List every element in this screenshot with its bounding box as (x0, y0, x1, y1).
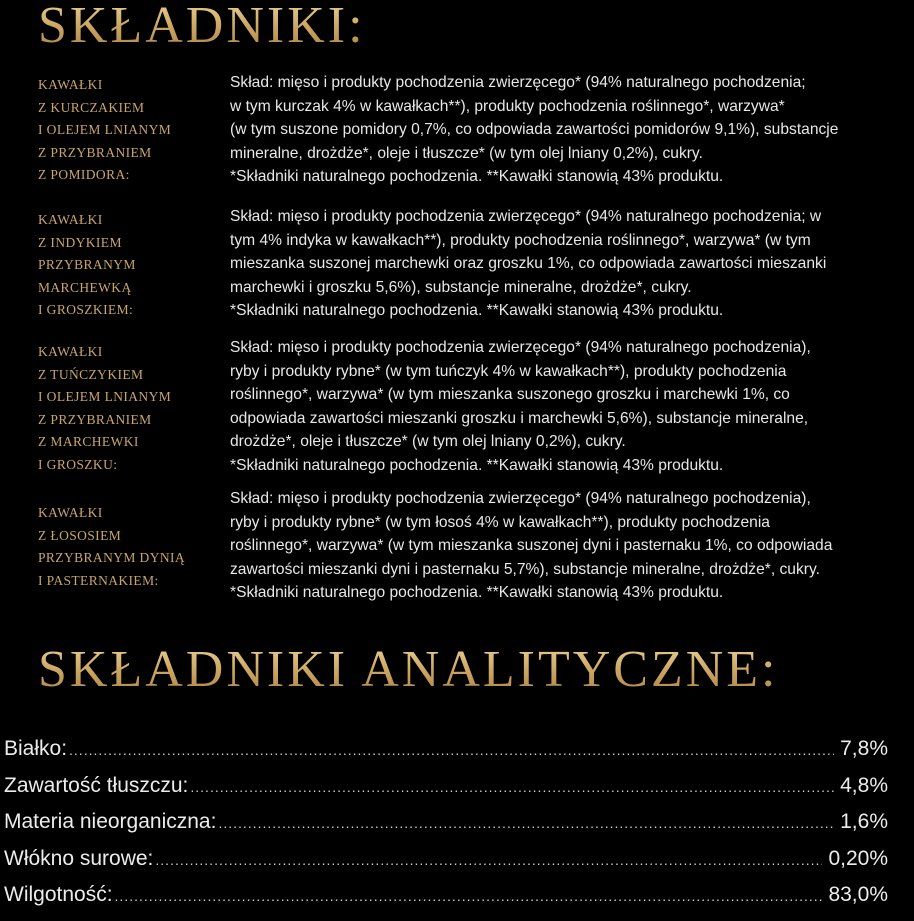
variant-label-line: I OLEJEM LNIANYM (38, 389, 172, 405)
composition-line: Skład: mięso i produkty pochodzenia zwierzęcego* (94% naturalnego pochodzenia; w (230, 208, 822, 225)
variant-label-line: KAWAŁKI (38, 212, 103, 227)
composition-line: mieszanka suszonej marchewki oraz groszku 1%, co odpowiada zawartości mieszanki (230, 255, 827, 273)
composition-line: zawartości mieszanki dyni i pasternaku 5,7%), substancje mineralne, drożdże*, cukry. (230, 560, 820, 578)
variant-label-line: Z PRZYBRANIEM (38, 411, 152, 427)
analytic-name: Wilgotność: (4, 883, 113, 907)
variant-composition-salmon (230, 487, 914, 605)
composition-line: odpowiada zawartości mieszanki groszku i marchewki 5,6%), substancje mineralne, (230, 409, 809, 427)
composition-line: Skład: mięso i produkty pochodzenia zwierzęcego* (94% naturalnego pochodzenia), (230, 490, 811, 507)
analytic-name: Zawartość tłuszczu: (4, 773, 189, 797)
composition-line: drożdże*, oleje i tłuszcze* (w tym olej lniany 0,2%), cukry. (230, 433, 626, 451)
composition-line: (w tym suszone pomidory 0,7%, co odpowiada zawartości pomidorów 9,1%), substancje (230, 121, 839, 139)
analytic-value: 0,20% (828, 846, 888, 870)
variant-label-line: Z POMIDORA: (38, 167, 130, 183)
variant-label-line: I GROSZKU: (38, 456, 118, 472)
composition-line: marchewki i groszku 5,6%), substancje mineralne, drożdże*, cukry. (230, 278, 692, 296)
composition-line: *Składniki naturalnego pochodzenia. **Kawałki stanowią 43% produktu. (230, 456, 724, 474)
composition-line: ryby i produkty rybne* (w tym łosoś 4% w kawałkach**), produkty pochodzenia (230, 513, 770, 531)
variant-label-line: KAWAŁKI (38, 505, 103, 520)
variant-label-line: Z ŁOSOSIEM (38, 527, 122, 543)
composition-line: *Składniki naturalnego pochodzenia. **Kawałki stanowią 43% produktu. (230, 168, 724, 186)
variant-label-line: I GROSZKIEM: (38, 302, 134, 318)
variant-label-line: I OLEJEM LNIANYM (38, 122, 172, 138)
variant-label-salmon (38, 502, 185, 592)
analytic-value: 4,8% (840, 773, 888, 797)
composition-line: roślinnego*, warzywa* (w tym mieszanka suszonej dyni i pasternaku 1%, co odpowiada (230, 537, 833, 555)
variant-label-line: PRZYBRANYM (38, 257, 136, 273)
variant-label-line: Z KURCZAKIEM (38, 99, 145, 115)
dot-leader (155, 852, 822, 868)
analytic-row-ash (4, 810, 888, 847)
variant-label-line: KAWAŁKI (38, 77, 103, 92)
variant-label-line: I PASTERNAKIEM: (38, 572, 159, 588)
variant-label-line: PRZYBRANYM DYNIĄ (38, 550, 186, 566)
variant-label-line: Z PRZYBRANIEM (38, 144, 152, 160)
composition-line: tym 4% indyka w kawałkach**), produkty pochodzenia roślinnego*, warzywa* (w tym (230, 231, 811, 249)
composition-line: w tym kurczak 4% w kawałkach**), produkty pochodzenia roślinnego*, warzywa* (230, 97, 785, 115)
analytic-value: 7,8% (840, 737, 888, 760)
analytic-row-protein (4, 737, 888, 774)
variant-composition-turkey (230, 205, 914, 323)
analytic-name: Materia nieorganiczna: (4, 810, 217, 834)
variant-label-line: Z INDYKIEM (38, 234, 122, 250)
ingredients-title: SKŁADNIKI: (38, 0, 366, 55)
composition-line: *Składniki naturalnego pochodzenia. **Kawałki stanowią 43% produktu. (230, 584, 724, 602)
analytic-title: SKŁADNIKI ANALITYCZNE: (38, 641, 779, 698)
analytic-list (4, 737, 888, 920)
composition-line: roślinnego*, warzywa* (w tym mieszanka suszonego groszku i marchewki 1%, co (230, 386, 790, 404)
variant-label-line: Z TUŃCZYKIEM (38, 366, 144, 382)
variant-label-line: MARCHEWKĄ (38, 279, 132, 295)
analytic-row-fat (4, 774, 888, 811)
composition-line: Skład: mięso i produkty pochodzenia zwierzęcego* (94% naturalnego pochodzenia), (230, 339, 811, 356)
dot-leader (190, 779, 834, 795)
composition-line: ryby i produkty rybne* (w tym tuńczyk 4% w kawałkach**), produkty pochodzenia (230, 362, 787, 380)
analytic-row-moisture (4, 883, 888, 920)
dot-leader (115, 888, 823, 904)
dot-leader (69, 742, 834, 758)
analytic-value: 1,6% (840, 810, 888, 834)
variant-label-chicken (38, 74, 171, 187)
analytic-value: 83,0% (828, 883, 888, 907)
variant-composition-chicken (230, 71, 914, 189)
variant-composition-tuna (230, 336, 914, 478)
composition-line: mineralne, drożdże*, oleje i tłuszcze* (w tym olej lniany 0,2%), cukry. (230, 144, 703, 162)
analytic-name: Włókno surowe: (4, 846, 154, 870)
variant-label-tuna (38, 341, 171, 477)
composition-line: Skład: mięso i produkty pochodzenia zwierzęcego* (94% naturalnego pochodzenia; (230, 74, 806, 91)
analytic-row-fibre (4, 847, 888, 884)
variant-label-turkey (38, 209, 136, 322)
variant-label-line: Z MARCHEWKI (38, 434, 139, 450)
variant-label-line: KAWAŁKI (38, 344, 103, 359)
analytic-name: Białko: (4, 737, 68, 760)
composition-line: *Składniki naturalnego pochodzenia. **Kawałki stanowią 43% produktu. (230, 302, 724, 320)
dot-leader (218, 815, 834, 831)
